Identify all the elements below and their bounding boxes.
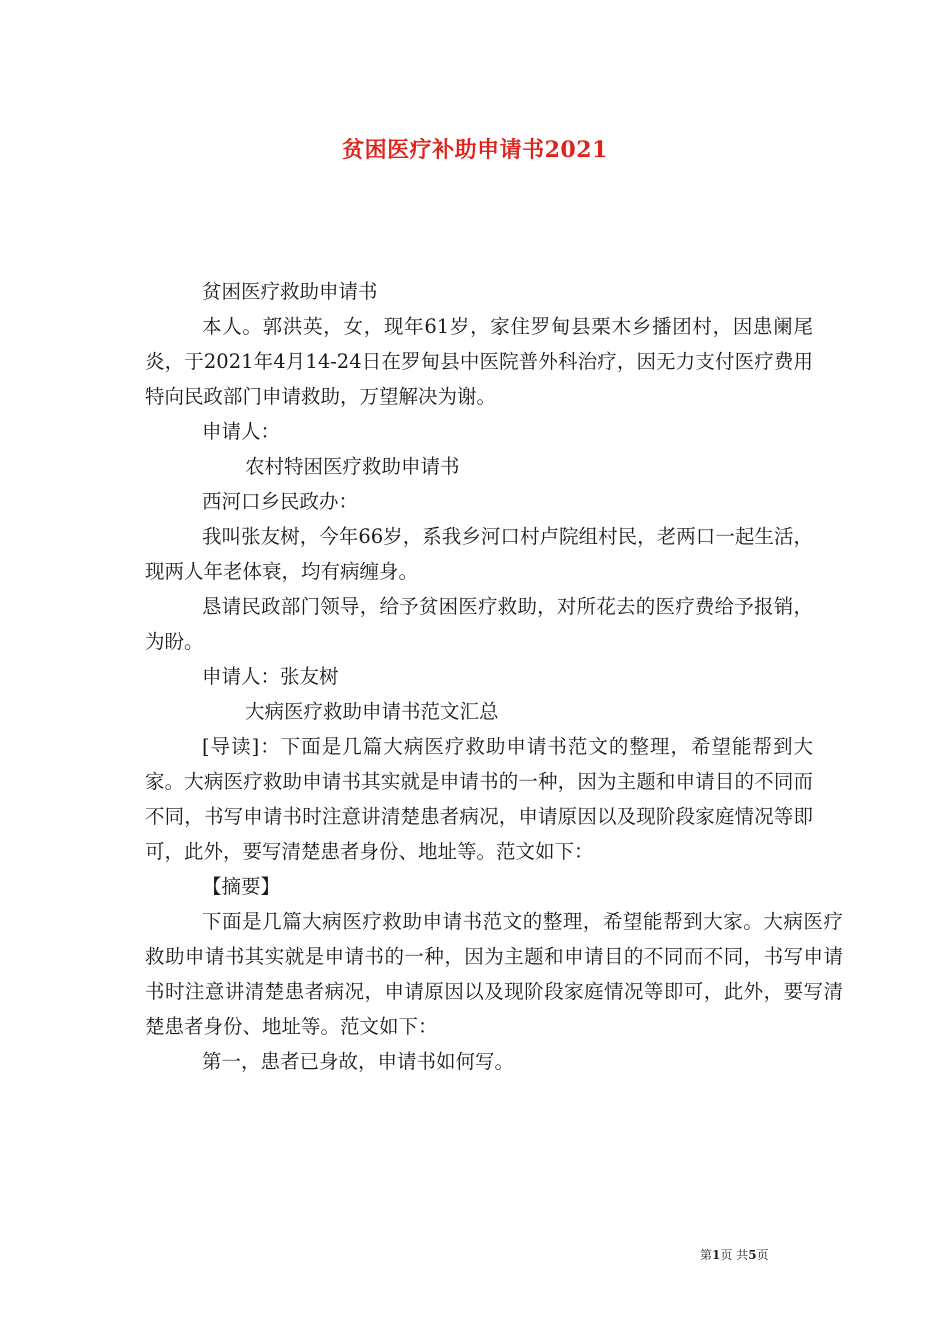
footer-middle: 页 共 bbox=[720, 1248, 749, 1262]
paragraph-heading-3: 大病医疗救助申请书范文汇总 bbox=[245, 700, 499, 723]
paragraph-abstract-label: 【摘要】 bbox=[202, 875, 281, 898]
footer-current-page: 1 bbox=[712, 1248, 721, 1262]
paragraph: 恳请民政部门领导，给予贫困医疗救助，对所花去的医疗费给予报销，为盼。 bbox=[145, 595, 813, 653]
paragraph-signature: 申请人： bbox=[202, 420, 281, 443]
footer-prefix: 第 bbox=[700, 1248, 713, 1262]
paragraph: 第一，患者已身故，申请书如何写。 bbox=[202, 1050, 515, 1073]
paragraph-abstract: 下面是几篇大病医疗救助申请书范文的整理，希望能帮到大家。大病医疗救助申请书其实就是申请书的一种，因为主题和申请目的不同而不同，书写申请书时注意讲清楚患者病况，申请原因以及现阶段家庭情况等即可，此外，要写清楚患者身份、地址等。范文如下： bbox=[145, 910, 843, 1038]
document-title: 贫困医疗补助申请书2021 bbox=[342, 137, 608, 163]
footer-suffix: 页 bbox=[756, 1248, 769, 1262]
footer-total-pages: 5 bbox=[748, 1248, 757, 1262]
paragraph-heading-2: 农村特困医疗救助申请书 bbox=[245, 455, 460, 478]
paragraph: 本人。郭洪英，女，现年61岁，家住罗甸县栗木乡播团村，因患阑尾炎，于2021年4月14-24日在罗甸县中医院普外科治疗，因无力支付医疗费用特向民政部门申请救助，万望解决为谢。 bbox=[145, 315, 813, 408]
page-number-footer bbox=[700, 1246, 820, 1264]
paragraph: 我叫张友树，今年66岁，系我乡河口村卢院组村民，老两口一起生活，现两人年老体衰，均有病缠身。 bbox=[145, 525, 813, 583]
paragraph-signature: 申请人：张友树 bbox=[202, 665, 339, 688]
document-body bbox=[145, 274, 843, 1079]
paragraph-addressee: 西河口乡民政办： bbox=[202, 490, 359, 513]
paragraph-heading-1: 贫困医疗救助申请书 bbox=[202, 280, 378, 303]
paragraph-intro: [导读]：下面是几篇大病医疗救助申请书范文的整理，希望能帮到大家。大病医疗救助申请书其实就是申请书的一种，因为主题和申请目的不同而不同，书写申请书时注意讲清楚患者病况，申请原因以及现阶段家庭情况等即可，此外，要写清楚患者身份、地址等。范文如下： bbox=[145, 735, 813, 863]
